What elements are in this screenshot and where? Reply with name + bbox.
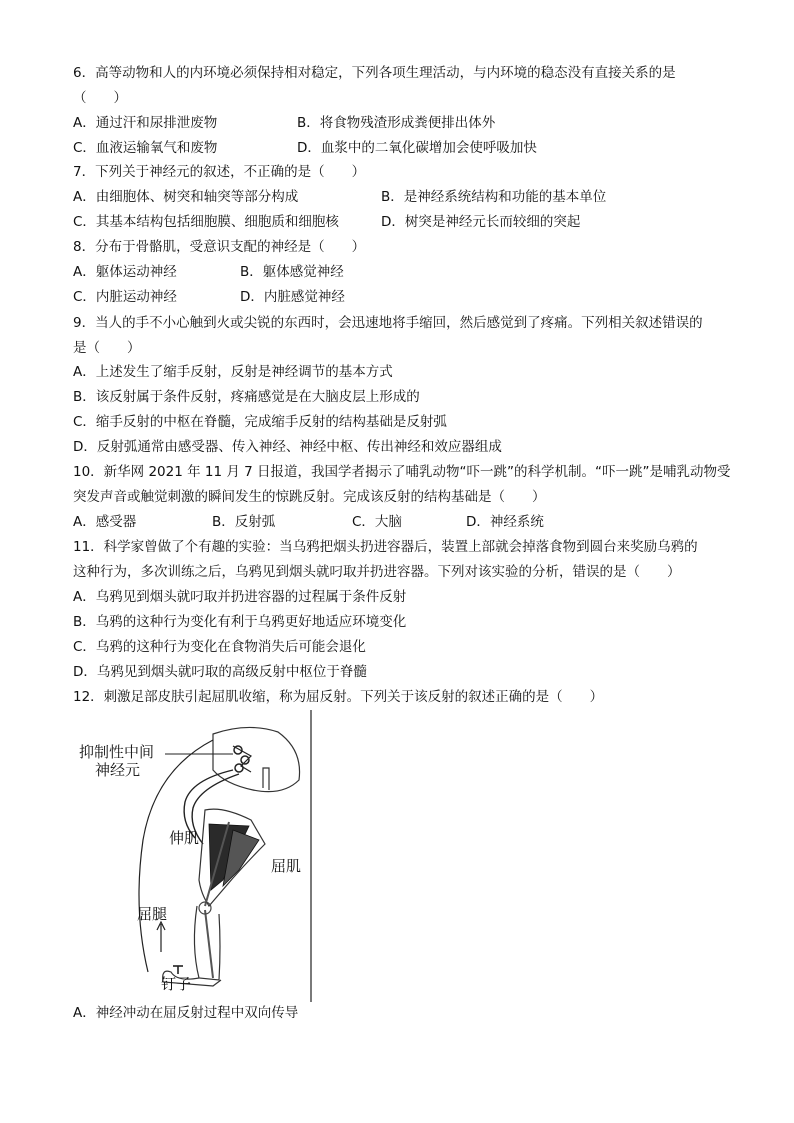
q9-option-d: D．反射弧通常由感受器、传入神经、神经中枢、传出神经和效应器组成 [73,439,502,455]
q10-option-a: A．感受器 [73,514,137,530]
q7-option-c: C．其基本结构包括细胞膜、细胞质和细胞核 [73,214,339,230]
q6-option-c: C．血液运输氧气和废物 [73,140,218,156]
figure-label-inhibitory-interneuron-2: 神经元 [95,761,141,779]
q8-option-c: C．内脏运动神经 [73,289,177,305]
q6-stem: 6．高等动物和人的内环境必须保持相对稳定，下列各项生理活动，与内环境的稳态没有直接关系的是 [73,65,676,81]
q10-stem-line2: 突发声音或触觉刺激的瞬间发生的惊跳反射。完成该反射的结构基础是（ ） [73,489,546,505]
q7-option-d: D．树突是神经元长而较细的突起 [381,214,581,230]
q9-option-b: B．该反射属于条件反射，疼痛感觉是在大脑皮层上形成的 [73,389,420,405]
q8-option-a: A．躯体运动神经 [73,264,177,280]
q8-option-b: B．躯体感觉神经 [240,264,344,280]
q10-option-b: B．反射弧 [212,514,276,530]
q11-stem-line1: 11．科学家曾做了个有趣的实验：当乌鸦把烟头扔进容器后，装置上部就会掉落食物到圆台来奖励乌鸦的 [73,539,698,555]
q11-option-c: C．乌鸦的这种行为变化在食物消失后可能会退化 [73,639,366,655]
q6-option-a: A．通过汗和尿排泄废物 [73,115,218,131]
figure-label-extensor: 伸肌 [169,829,200,847]
figure-label-inhibitory-interneuron-1: 抑制性中间 [79,743,155,761]
q11-option-a: A．乌鸦见到烟头就叼取并扔进容器的过程属于条件反射 [73,589,407,605]
q12-stem: 12．刺激足部皮肤引起屈肌收缩，称为屈反射。下列关于该反射的叙述正确的是（ ） [73,689,604,705]
q7-option-a: A．由细胞体、树突和轴突等部分构成 [73,189,299,205]
figure-label-flexor: 屈肌 [271,857,302,875]
q10-option-d: D．神经系统 [466,514,544,530]
q11-option-b: B．乌鸦的这种行为变化有利于乌鸦更好地适应环境变化 [73,614,407,630]
q8-stem: 8．分布于骨骼肌，受意识支配的神经是（ ） [73,239,366,255]
q6-paren: （ ） [73,90,127,106]
q9-option-c: C．缩手反射的中枢在脊髓，完成缩手反射的结构基础是反射弧 [73,414,447,430]
q7-stem: 7．下列关于神经元的叙述，不正确的是（ ） [73,164,366,180]
q8-option-d: D．内脏感觉神经 [240,289,345,305]
q7-option-b: B．是神经系统结构和功能的基本单位 [381,189,607,205]
figure-label-withdraw: 屈腿 [137,905,168,923]
q6-option-b: B．将食物残渣形成粪便排出体外 [297,115,496,131]
q10-stem-line1: 10．新华网 2021 年 11 月 7 日报道，我国学者揭示了哺乳动物“吓一跳”的科学机制。“吓一跳”是哺乳动物受 [73,464,731,480]
flexor-reflex-figure [73,710,333,1002]
q11-stem-line2: 这种行为，多次训练之后，乌鸦见到烟头就叼取并扔进容器。下列对该实验的分析，错误的是（ ） [73,564,681,580]
q6-option-d: D．血浆中的二氧化碳增加会使呼吸加快 [297,140,537,156]
figure-label-nail: 钉子 [161,975,192,993]
q9-stem-line1: 9．当人的手不小心触到火或尖锐的东西时，会迅速地将手缩回，然后感觉到了疼痛。下列相关叙述错误的 [73,315,703,331]
q10-option-c: C．大脑 [352,514,402,530]
q9-stem-line2: 是（ ） [73,340,141,356]
q12-option-a: A．神经冲动在屈反射过程中双向传导 [73,1005,299,1021]
q9-option-a: A．上述发生了缩手反射，反射是神经调节的基本方式 [73,364,393,380]
q11-option-d: D．乌鸦见到烟头就叼取的高级反射中枢位于脊髓 [73,664,367,680]
